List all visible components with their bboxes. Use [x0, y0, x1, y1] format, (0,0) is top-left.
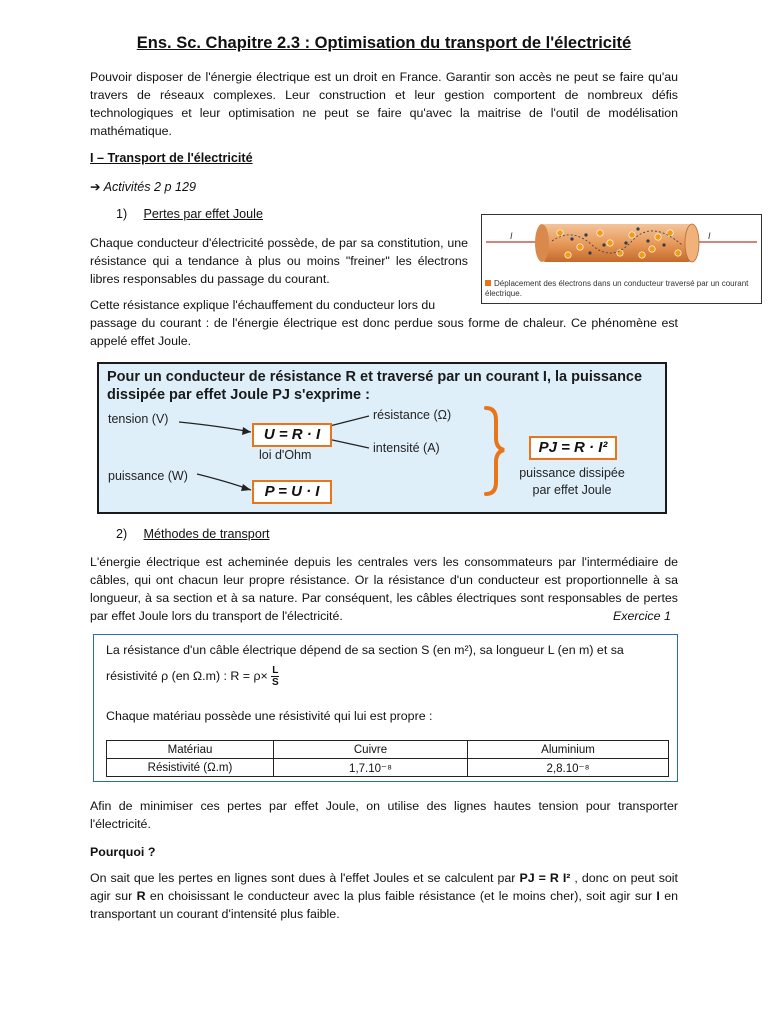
formula-ohm: U = R · I	[252, 423, 332, 447]
subsection-2	[116, 527, 270, 541]
exercise-label: Exercice 1	[613, 609, 671, 623]
page-title: Ens. Sc. Chapitre 2.3 : Optimisation du transport de l'électricité	[136, 34, 632, 52]
figure-caption	[485, 279, 755, 299]
label-intensite: intensité (A)	[373, 441, 440, 455]
formula-joule: PJ = R · I²	[529, 436, 617, 460]
legend-square-icon	[485, 280, 491, 286]
explanation-i: I	[656, 889, 660, 903]
explanation-text-1: On sait que les pertes en lignes sont dues à l'effet Joules et se calculent par	[90, 871, 520, 885]
table-header-cell: Cuivre	[274, 741, 468, 759]
pourquoi-heading: Pourquoi ?	[90, 845, 156, 859]
formula-puissance: P = U · I	[252, 480, 332, 504]
joule-box-heading: Pour un conducteur de résistance R et traversé par un courant I, la puissance dissipée par effet Joule PJ s'exprime :	[107, 369, 643, 403]
subsection-number: 1)	[116, 207, 128, 221]
paragraph-heating-start: Cette résistance explique l'échauffement du conducteur lors du	[90, 298, 436, 312]
intro-paragraph: Pouvoir disposer de l'énergie électrique est un droit en France. Garantir son accès ne peut se faire qu'au travers de réseaux complexes. Leur construction et leur gestion comportent de nombreux défis technologiques et leur optimisation ne peut se faire qu'avec la maitrise de l'outil de modélisation mathématique.	[90, 70, 678, 138]
subsection-label: Méthodes de transport	[143, 527, 270, 541]
subsection-1	[116, 207, 263, 221]
paragraph-explanation	[90, 869, 678, 923]
activities-line	[90, 179, 196, 194]
label-loi-ohm: loi d'Ohm	[259, 448, 312, 462]
paragraph-resistance: Chaque conducteur d'électricité possède, de par sa constitution, une résistance qui a tendance à plus ou moins "freiner" les électrons libres responsables du passage du courant.	[90, 236, 468, 286]
section-heading: I – Transport de l'électricité	[90, 151, 253, 165]
fraction	[271, 665, 279, 688]
resistivity-line-1: La résistance d'un câble électrique dépend de sa section S (en m²), sa longueur L (en m) et sa	[106, 643, 624, 657]
explanation-text-4: en transportant un courant d'intensité plus faible.	[90, 889, 679, 921]
fraction-denominator: S	[271, 677, 279, 688]
resistivity-line-3: Chaque matériau possède une résistivité qui lui est propre :	[106, 709, 433, 723]
arrow-right-icon: ➔	[90, 180, 101, 194]
resistivity-formula-text: résistivité ρ (en Ω.m) : R = ρ×	[106, 668, 268, 683]
subsection-number: 2)	[116, 527, 128, 541]
subsection-label: Pertes par effet Joule	[143, 207, 263, 221]
table-header-cell: Aluminium	[468, 741, 669, 759]
label-puissance: puissance (W)	[108, 469, 188, 483]
explanation-text-2: , donc on peut soit agir sur	[90, 871, 678, 903]
label-resistance: résistance (Ω)	[373, 408, 452, 422]
figure-caption-text: Déplacement des électrons dans un conducteur traversé par un courant électrique.	[485, 279, 749, 298]
table-cell: 2,8.10⁻⁸	[468, 759, 669, 777]
paragraph-high-voltage: Afin de minimiser ces pertes par effet Joule, on utilise des lignes hautes tension pour transporter l'électricité.	[90, 799, 678, 831]
joule-formula-box	[97, 362, 667, 514]
current-label-left: I	[510, 231, 513, 241]
fraction-numerator: L	[272, 665, 279, 676]
table-header-row	[107, 741, 669, 759]
resistivity-line-2	[106, 665, 279, 688]
activities-label: Activités 2 p 129	[103, 180, 197, 194]
resistivity-box	[93, 634, 678, 782]
table-header-cell: Matériau	[107, 741, 274, 759]
label-tension: tension (V)	[108, 412, 169, 426]
electron-figure	[481, 214, 762, 304]
table-cell: 1,7.10⁻⁸	[274, 759, 468, 777]
table-row	[107, 759, 669, 777]
conductor-illustration	[482, 215, 761, 277]
resistivity-table	[106, 740, 669, 777]
paragraph-transport: L'énergie électrique est acheminée depuis les centrales vers les consommateurs par l'intermédiaire de câbles, qui ont chacun leur propre résistance. Or la résistance d'un conducteur est proportionnelle à sa longueur, à sa section et à sa nature. Par conséquent, les câbles électriques sont responsables de pertes par effet Joule lors du transport de l'électricité.	[90, 555, 678, 623]
explanation-formula: PJ = R I²	[519, 871, 571, 885]
current-label-right: I	[708, 231, 711, 241]
label-pj-caption: puissance dissipée par effet Joule	[519, 466, 625, 497]
paragraph-heating-end: passage du courant : de l'énergie électrique est donc perdue sous forme de chaleur. Ce phénomène est appelé effet Joule.	[90, 316, 678, 348]
explanation-text-3: en choisissant le conducteur avec la plus faible résistance (et le moins cher), soit agir sur	[145, 889, 657, 903]
explanation-r: R	[136, 889, 146, 903]
table-cell: Résistivité (Ω.m)	[107, 759, 274, 777]
